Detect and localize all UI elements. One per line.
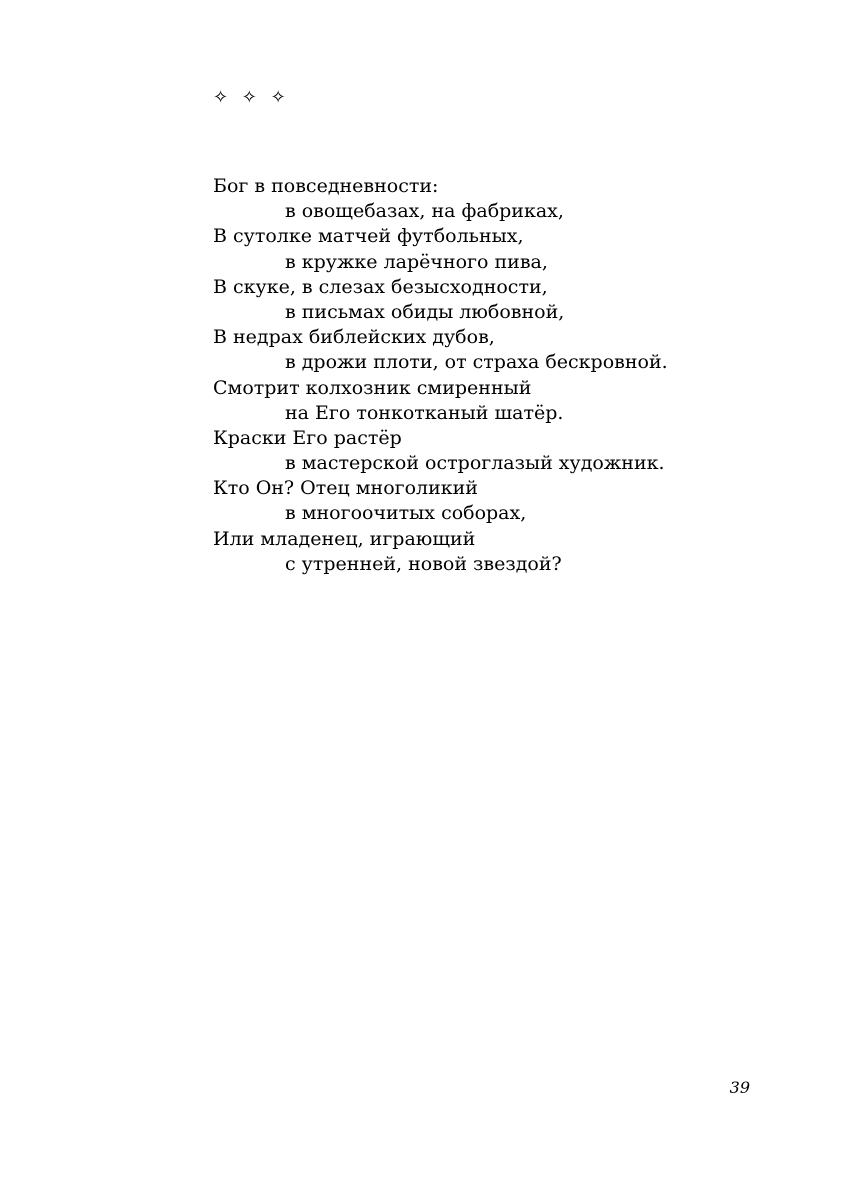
poem-line: В скуке, в слезах безысходности, [213,275,548,298]
poem-line: в многоочитых соборах, [285,502,527,525]
poem-line: В недрах библейских дубов, [213,326,495,349]
poem-line: на Его тонкотканый шатёр. [285,401,564,424]
poem-line: Кто Он? Отец многоликий [213,477,478,500]
page-number: 39 [729,1078,750,1097]
poem-line: Краски Его растёр [213,426,402,449]
poem-line: Или младенец, играющий [213,527,476,550]
poem-line: Смотрит колхозник смиренный [213,376,532,399]
poem-line: Бог в повседневности: [213,175,439,197]
poem-line: в дрожи плоти, от страха бескровной. [285,351,668,374]
poem-line: в овощебазах, на фабриках, [285,200,564,223]
poem-line: в мастерской остроглазый художник. [285,452,665,475]
poem-line: в кружке ларёчного пива, [285,250,548,273]
section-ornament: ✧ ✧ ✧ [213,87,290,108]
poem-line: в письмах обиды любовной, [285,300,565,323]
poem-line: В сутолке матчей футбольных, [213,225,524,248]
poem [213,174,813,577]
poem-line: с утренней, новой звездой? [285,552,562,575]
